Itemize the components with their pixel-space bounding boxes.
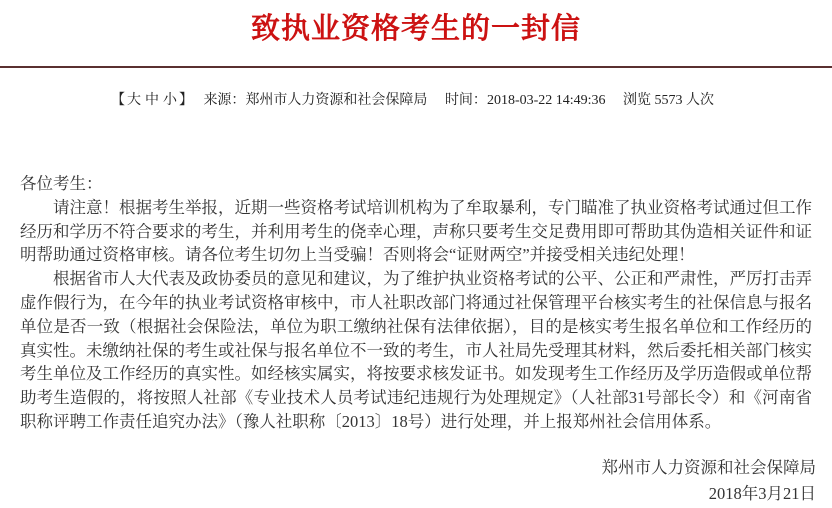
meta-time-label: 时间： [444,93,487,108]
meta-source [203,93,427,108]
meta-views [623,93,714,108]
font-size-close-bracket: 】 [178,93,193,108]
article-header [0,0,832,68]
letter-signature: 郑州市人力资源和社会保障局 [601,457,816,477]
meta-views-count: 5573 [654,93,683,108]
page-title: 致执业资格考生的一封信 [250,12,581,45]
font-size-small-button[interactable]: 小 [162,93,177,108]
font-size-open-bracket: 【 [110,93,125,108]
meta-bar [0,89,832,109]
meta-source-label: 来源： [203,93,246,108]
meta-time [445,93,606,108]
meta-views-unit: 人次 [686,93,715,108]
meta-source-value: 郑州市人力资源和社会保障局 [245,93,428,108]
letter-closing [0,455,816,507]
letter-date: 2018年3月21日 [708,483,816,503]
letter-body [20,172,812,434]
font-size-controls [111,93,193,108]
letter-paragraph-1: 请注意！根据考生举报，近期一些资格考试培训机构为了牟取暴利，专门瞄准了执业资格考试通过但工作经历和学历不符合要求的考生，并利用考生的侥幸心理，声称只要考生交足费用即可帮助其伪造相关证件和证明帮助通过资格审核。请各位考生切勿上当受骗！否则将会“证财两空”并接受相关违纪处理！ [20,197,812,265]
font-size-medium-button[interactable]: 中 [144,93,159,108]
font-size-large-button[interactable]: 大 [126,93,141,108]
letter-salutation: 各位考生： [20,174,103,193]
meta-time-value: 2018-03-22 14:49:36 [486,93,606,108]
meta-views-label: 浏览 [623,93,652,108]
letter-paragraph-2: 根据省市人大代表及政协委员的意见和建议，为了维护执业资格考试的公平、公正和严肃性，严厉打击弄虚作假行为，在今年的执业考试资格审核中，市人社职改部门将通过社保管理平台核实考生的社保信息与报名单位是否一致（根据社会保险法，单位为职工缴纳社保有法律依据），目的是核实考生报名单位和工作经历的真实性。未缴纳社保的考生或社保与报名单位不一致的考生，市人社局先受理其材料，然后委托相关部门核实考生单位及工作经历的真实性。如经核实属实，将按要求核发证书。如发现考生工作经历及学历造假或单位帮助考生造假的，将按照人社部《专业技术人员考试违纪违规行为处理规定》（人社部31号部长令）和《河南省职称评聘工作责任追究办法》（豫人社职称〔2013〕18号）进行处理，并上报郑州社会信用体系。 [20,269,812,431]
